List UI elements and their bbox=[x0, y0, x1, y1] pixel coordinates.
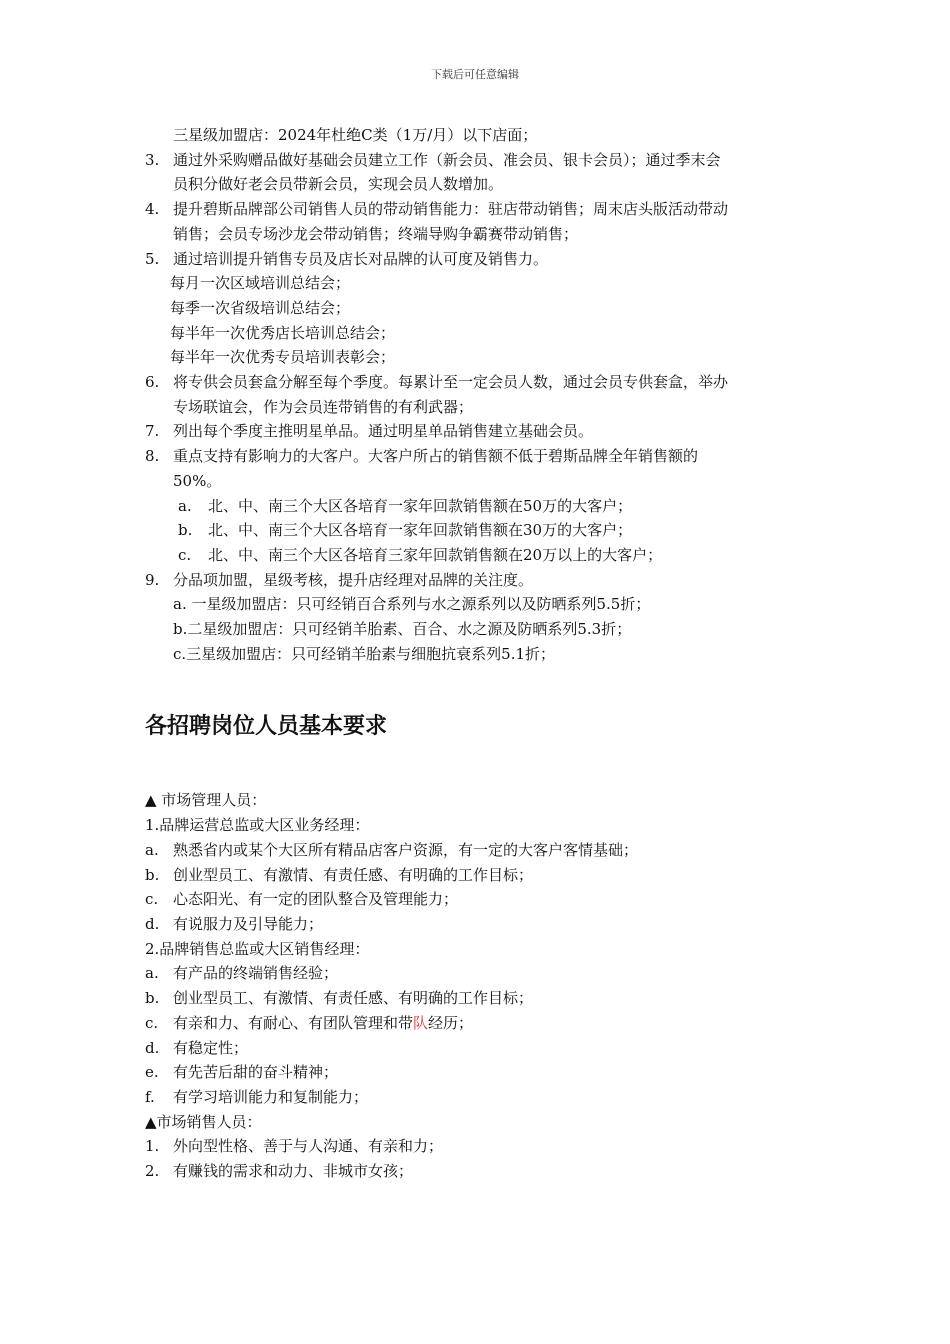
requirement-item: f. 有学习培训能力和复制能力； bbox=[145, 1087, 369, 1106]
list-item: 8. 重点支持有影响力的大客户。大客户所占的销售额不低于碧斯品牌全年销售额的 bbox=[145, 447, 699, 466]
requirement-item: 1. 外向型性格、善于与人沟通、有亲和力； bbox=[145, 1137, 444, 1156]
requirement-item: b. 创业型员工、有激情、有责任感、有明确的工作目标； bbox=[145, 865, 534, 884]
sub-item: a. 一星级加盟店：只可经销百合系列与水之源系列以及防晒系列5.5折； bbox=[173, 595, 651, 614]
sub-item: a. 北、中、南三个大区各培育一家年回款销售额在50万的大客户； bbox=[178, 496, 633, 515]
requirement-item: e. 有先苦后甜的奋斗精神； bbox=[145, 1063, 339, 1082]
list-item: 3. 通过外采购赠品做好基础会员建立工作（新会员、准会员、银卡会员）；通过季末会 bbox=[145, 150, 721, 169]
item8-sublist bbox=[145, 494, 810, 568]
market-management-section bbox=[145, 788, 810, 1109]
list-item-cont: 销售；会员专场沙龙会带动销售；终端导购争霸赛带动销售； bbox=[173, 224, 579, 243]
list-item-cont: 员积分做好老会员带新会员，实现会员人数增加。 bbox=[173, 175, 504, 194]
numbered-list-b bbox=[145, 370, 810, 494]
training-list bbox=[145, 271, 810, 370]
training-item: 每季一次省级培训总结会； bbox=[170, 298, 351, 317]
requirement-item: d. 有稳定性； bbox=[145, 1038, 249, 1057]
training-item: 每月一次区域培训总结会； bbox=[170, 274, 351, 293]
sub-item: b. 北、中、南三个大区各培育一家年回款销售额在30万的大客户； bbox=[178, 521, 633, 540]
requirement-item: a. 熟悉省内或某个大区所有精品店客户资源，有一定的大客户客情基础； bbox=[145, 840, 639, 859]
section-title: 各招聘岗位人员基本要求 bbox=[145, 714, 388, 740]
numbered-list-a bbox=[145, 148, 810, 272]
role-title: 2.品牌销售总监或大区销售经理： bbox=[145, 939, 370, 958]
item9-sublist bbox=[145, 592, 810, 666]
requirement-item: c. 心态阳光、有一定的团队整合及管理能力； bbox=[145, 890, 459, 909]
list-item: 9. 分品项加盟，星级考核，提升店经理对品牌的关注度。 bbox=[145, 570, 534, 589]
training-item: 每半年一次优秀专员培训表彰会； bbox=[170, 348, 396, 367]
list-item-cont: 50%。 bbox=[173, 471, 222, 490]
document-body bbox=[145, 123, 810, 1184]
text-line: 三星级加盟店：2024年杜绝C类（1万/月）以下店面； bbox=[173, 126, 538, 144]
sub-item: b.二星级加盟店：只可经销羊胎素、百合、水之源及防晒系列5.3折； bbox=[173, 620, 632, 639]
highlight-char: 队 bbox=[413, 1013, 429, 1032]
sub-item: c.三星级加盟店：只可经销羊胎素与细胞抗衰系列5.1折； bbox=[173, 644, 556, 663]
list-item: 5. 通过培训提升销售专员及店长对品牌的认可度及销售力。 bbox=[145, 249, 549, 268]
training-item: 每半年一次优秀店长培训总结会； bbox=[170, 323, 396, 342]
subsection-title: ▲市场销售人员： bbox=[145, 1112, 262, 1131]
subsection-title: ▲ 市场管理人员： bbox=[145, 791, 267, 810]
list-item: 6. 将专供会员套盒分解至每个季度。每累计至一定会员人数，通过会员专供套盒，举办 bbox=[145, 373, 729, 392]
requirement-item: b. 创业型员工、有激情、有责任感、有明确的工作目标； bbox=[145, 989, 534, 1008]
list-item: 4. 提升碧斯品牌部公司销售人员的带动销售能力：驻店带动销售；周末店头版活动带动 bbox=[145, 200, 729, 219]
role-title: 1.品牌运营总监或大区业务经理： bbox=[145, 816, 370, 835]
list-item-cont: 专场联谊会，作为会员连带销售的有利武器； bbox=[173, 397, 474, 416]
requirement-item: 2. 有赚钱的需求和动力、非城市女孩； bbox=[145, 1162, 414, 1181]
list-item: 7. 列出每个季度主推明星单品。通过明星单品销售建立基础会员。 bbox=[145, 422, 594, 441]
requirement-item: a. 有产品的终端销售经验； bbox=[145, 964, 339, 983]
market-sales-section bbox=[145, 1110, 810, 1184]
requirement-item: c. 有亲和力、有耐心、有团队管理和带队经历； bbox=[145, 1013, 474, 1032]
requirement-item: d. 有说服力及引导能力； bbox=[145, 914, 324, 933]
page-header: 下载后可任意编辑 bbox=[431, 68, 519, 81]
sub-item: c. 北、中、南三个大区各培育三家年回款销售额在20万以上的大客户； bbox=[178, 545, 663, 564]
